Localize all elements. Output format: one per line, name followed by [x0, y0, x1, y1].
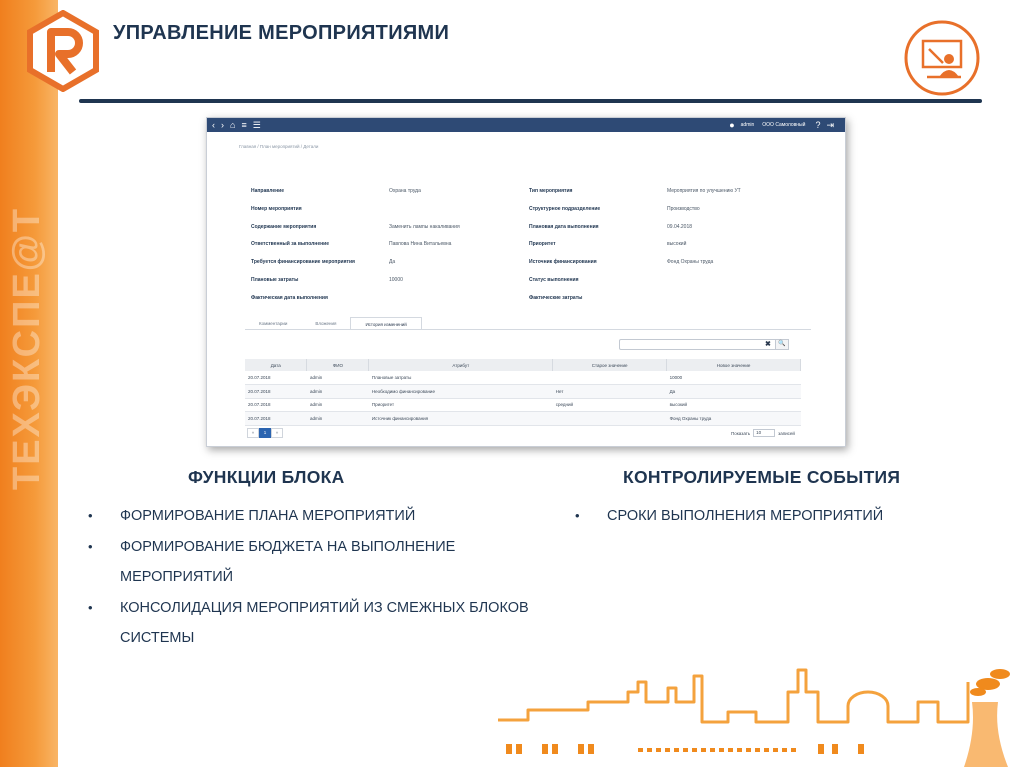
cell-new-value: Да — [667, 385, 801, 399]
list-item — [88, 593, 548, 654]
list-item-text-continued: СИСТЕМЫ — [120, 630, 195, 646]
detail-value: Фонд Охраны труда — [667, 259, 714, 265]
detail-value: Заменить лампы накаливания — [389, 224, 460, 230]
chevron-right-icon[interactable]: › — [221, 120, 224, 130]
slide-title: УПРАВЛЕНИЕ МЕРОПРИЯТИЯМИ — [113, 22, 450, 44]
detail-label: Статус выполнения — [529, 277, 579, 283]
chevron-left-icon[interactable]: ‹ — [212, 120, 215, 130]
cell-attribute: Приоритет — [369, 398, 553, 412]
help-icon[interactable]: ? — [815, 120, 821, 130]
cell-date: 20.07.2018 — [245, 398, 307, 412]
detail-label: Содержание мероприятия — [251, 224, 317, 230]
per-page-select[interactable]: 10 — [753, 429, 775, 437]
cell-attribute: Необходимо финансирование — [369, 385, 553, 399]
column-header-name[interactable]: ФИО — [307, 359, 369, 371]
tab-history[interactable]: История изменений — [350, 317, 421, 330]
tabs-divider — [245, 329, 811, 330]
column-header-new-value[interactable]: Новое значение — [667, 359, 801, 371]
tab-attachments[interactable]: Вложения — [315, 321, 337, 326]
functions-list — [88, 501, 548, 654]
detail-value: Охрана труда — [389, 188, 421, 194]
detail-value: Да — [389, 259, 396, 265]
pagination — [247, 428, 283, 438]
detail-label: Требуется финансирование мероприятия — [251, 259, 355, 265]
cell-old-value — [553, 371, 667, 385]
detail-value: высокий — [667, 241, 687, 247]
cell-date: 20.07.2018 — [245, 371, 307, 385]
user-icon: ● — [729, 120, 735, 130]
detail-label: Приоритет — [529, 241, 556, 247]
list-item-text: ФОРМИРОВАНИЕ ПЛАНА МЕРОПРИЯТИЙ — [120, 508, 416, 524]
cell-name: admin — [307, 371, 369, 385]
detail-label: Плановые затраты — [251, 277, 299, 283]
app-screenshot — [206, 117, 846, 447]
app-toolbar — [207, 118, 845, 132]
cell-name: admin — [307, 412, 369, 426]
detail-value: Мероприятия по улучшению УТ — [667, 188, 741, 194]
cell-old-value: средний — [553, 398, 667, 412]
per-page-control — [731, 429, 795, 437]
detail-label: Фактическая дата выполнения — [251, 295, 328, 301]
events-heading: КОНТРОЛИРУЕМЫЕ СОБЫТИЯ — [623, 467, 901, 487]
functions-heading: ФУНКЦИИ БЛОКА — [188, 467, 345, 487]
cell-new-value: 10000 — [667, 371, 801, 385]
list-item-text: СРОКИ ВЫПОЛНЕНИЯ МЕРОПРИЯТИЙ — [607, 508, 884, 524]
vertical-brand-text: ТЕХЭКСПЕ@Т — [6, 206, 48, 490]
toolbar-org[interactable]: ООО Самоловный — [762, 122, 806, 128]
cell-attribute: Источник финансирования — [369, 412, 553, 426]
table-row[interactable] — [245, 385, 801, 399]
breadcrumb[interactable]: Главная / План мероприятий / Детали — [239, 144, 319, 149]
list-item — [575, 501, 995, 532]
cell-new-value: Фонд Охраны труда — [667, 412, 801, 426]
history-table — [245, 359, 801, 426]
pager-prev-button[interactable]: « — [247, 428, 259, 438]
home-icon[interactable]: ⌂ — [230, 120, 236, 130]
cell-attribute: Плановые затраты — [369, 371, 553, 385]
per-page-label: Показать — [731, 430, 751, 436]
pager-next-button[interactable]: » — [271, 428, 283, 438]
factory-skyline-icon — [498, 662, 1024, 767]
per-page-suffix: записей — [778, 430, 795, 436]
list-item-text: ФОРМИРОВАНИЕ БЮДЖЕТА НА ВЫПОЛНЕНИЕ — [120, 538, 456, 555]
list-item-text: КОНСОЛИДАЦИЯ МЕРОПРИЯТИЙ ИЗ СМЕЖНЫХ БЛОКОВ — [120, 599, 529, 616]
cell-old-value — [553, 412, 667, 426]
search-icon[interactable]: 🔍 — [775, 339, 789, 350]
table-row[interactable] — [245, 371, 801, 385]
cell-old-value: Нет — [553, 385, 667, 399]
detail-label: Тип мероприятия — [529, 188, 573, 194]
cell-date: 20.07.2018 — [245, 385, 307, 399]
search-clear-icon[interactable]: ✖ — [765, 341, 771, 348]
logout-icon[interactable]: ⇥ — [826, 120, 834, 130]
list-item — [88, 501, 548, 532]
toolbar-user[interactable]: admin — [740, 122, 755, 128]
table-row[interactable] — [245, 398, 801, 412]
detail-label: Направление — [251, 188, 285, 194]
detail-label: Источник финансирования — [529, 259, 597, 265]
cell-new-value: высокий — [667, 398, 801, 412]
presenter-board-icon — [903, 19, 981, 97]
detail-value: 10000 — [389, 277, 403, 283]
list-item-text-continued: МЕРОПРИЯТИЙ — [120, 569, 234, 585]
detail-value: Производство — [667, 206, 700, 212]
detail-value: 09.04.2018 — [667, 224, 693, 230]
detail-label: Плановая дата выполнения — [529, 224, 599, 230]
pager-page-button[interactable]: 1 — [259, 428, 271, 438]
company-logo-icon — [26, 10, 100, 92]
column-header-attribute[interactable]: Атрибут — [369, 359, 553, 371]
title-divider — [79, 99, 982, 103]
menu-icon[interactable]: ≡ — [241, 120, 247, 130]
list-icon[interactable]: ☰ — [252, 120, 261, 130]
table-row[interactable] — [245, 412, 801, 426]
tab-comments[interactable]: Комментарии — [259, 321, 288, 326]
detail-label: Номер мероприятия — [251, 206, 302, 212]
cell-date: 20.07.2018 — [245, 412, 307, 426]
detail-value: Павлова Нина Витальевна — [389, 241, 452, 247]
cell-name: admin — [307, 385, 369, 399]
detail-label: Фактические затраты — [529, 295, 583, 301]
history-search-input[interactable] — [619, 339, 789, 350]
detail-label: Структурное подразделение — [529, 206, 601, 212]
cell-name: admin — [307, 398, 369, 412]
detail-label: Ответственный за выполнение — [251, 241, 329, 247]
events-list — [575, 501, 995, 532]
column-header-date[interactable]: Дата — [245, 359, 307, 371]
column-header-old-value[interactable]: Старое значение — [553, 359, 667, 371]
list-item — [88, 532, 548, 593]
